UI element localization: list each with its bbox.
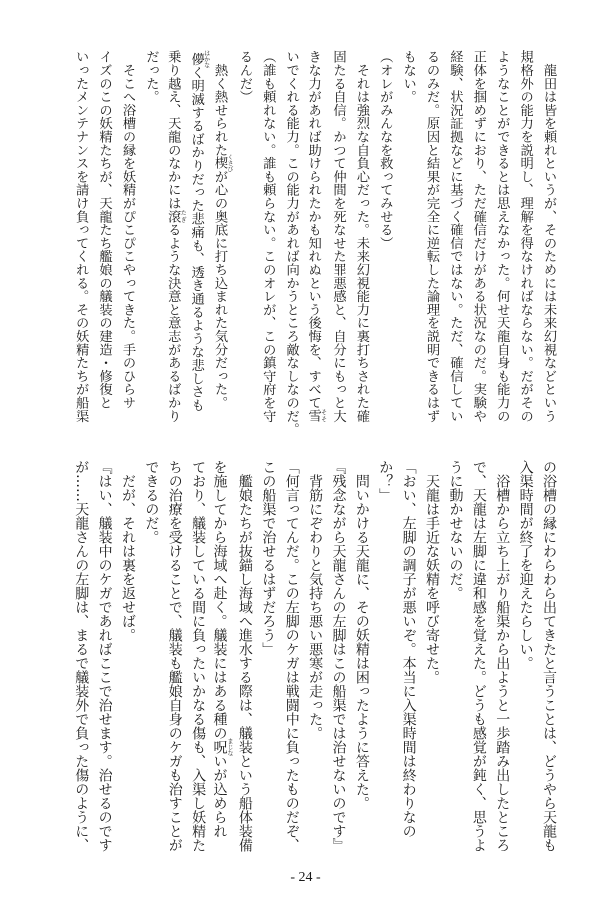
text-column [92,460,115,860]
text-column [513,50,536,422]
text-segment: く明滅するばかりだった悲痛も、透き通るような悲しさも [188,65,204,412]
text-segment: か？」 [377,460,394,502]
text-column [162,50,185,422]
text-column [233,50,256,422]
text-column [420,460,443,860]
text-column [92,50,115,422]
text-segment: 規格外の能力を説明し、理解を得なければならない。だがその [517,50,533,423]
text-segment: きな力があれば助けられたかも知れぬという後悔を、すべて [305,50,321,410]
ruby-annotation [188,50,210,68]
text-column [162,460,185,860]
text-segment: もない。 [400,50,416,104]
ruby-annotation [211,738,234,756]
text-segment: るのみだ。原因と結果が完全に逆転した論理を説明できるはず [424,50,440,423]
text-segment: ようなことができるとは思えなかった。何せ天龍自身も能力の [494,50,510,423]
text-column [349,50,372,422]
text-block-lower [69,460,560,860]
text-column [490,460,513,860]
text-segment: を施してから海域へ赴く。艤装にはある種の [211,460,228,740]
text-segment: そこへ浴槽の縁を妖精がぴこぴこやってきた。手のひらサ [119,50,135,410]
text-column [139,460,162,860]
text-column [186,50,209,422]
ruby-annotation [165,209,187,223]
text-column [303,460,326,860]
text-column [116,50,139,422]
text-segment: 天龍は手近な妖精を呼び寄せた。 [424,460,441,684]
text-segment: で、天龍は左脚に違和感を覚えた。どうも感覚が鈍く、思うよ [470,460,487,852]
text-column [69,50,92,422]
text-segment: 熱く熱せられた [212,50,228,157]
text-segment: いが込められ [211,754,228,838]
text-column [396,460,419,860]
text-column [116,460,139,860]
text-segment: 龍田は皆を頼れというが、そのためには未来幻視などという [541,50,556,423]
text-column [373,460,396,860]
ruby-reading: はかな [202,50,210,68]
text-column [326,460,349,860]
text-segment: ており、艤装している間に負ったいかなる傷も、入渠し妖精た [190,460,207,852]
text-segment: 固たる自信。かつて仲間を死なせた罪悪感と、自分にもっと大 [330,50,346,423]
text-segment: この船渠で治せるはずだろう」 [260,460,277,656]
text-segment: が心の奥底に打ち込まれた気分だった。 [212,169,228,410]
text-column [326,50,349,422]
text-segment: 『残念ながら天龍さんの左脚はこの船渠では治せないのです』 [330,460,347,852]
text-segment: それは強烈な自負心だった。未来幻視能力に裏打ちされた確 [353,50,369,423]
ruby-annotation [212,154,234,173]
text-column [373,50,396,422]
text-segment: 「おい、左脚の調子が悪いぞ。本当に入渠時間は終わりなの [400,460,417,838]
text-column [443,460,466,860]
ruby-reading: まじな [226,738,234,756]
text-column [303,50,326,422]
text-column [209,50,232,422]
text-segment: だった。 [143,50,159,104]
text-segment: 背筋にぞわりと気持ち悪い悪寒が走った。 [307,460,324,740]
ruby-base: 呪 [211,738,228,756]
text-segment: 『はい、艤装中のケガであればここで治せます。治せるのです [96,460,113,852]
text-column [69,460,92,860]
text-segment: 問いかける天龍に、その妖精は困ったように答えた。 [353,460,370,810]
text-column [279,50,302,436]
text-column [256,460,279,860]
text-column [256,50,279,422]
text-column [537,50,560,422]
text-segment: 艦娘たちが抜錨し海域へ進水する際は、艤装という船体装備 [236,460,253,852]
text-segment: 「何言ってんだ。この左脚のケガは戦闘中に負ったものだぞ、 [283,460,300,852]
text-segment: だが、それは裏を返せば。 [119,460,136,642]
text-block-upper [69,50,560,436]
text-segment: 入渠時間が終了を迎えたらしい。 [517,460,534,670]
text-segment: が……天龍さんの左脚は、まるで艤装外で負った傷のように、 [73,460,90,852]
ruby-reading: くさび [226,154,234,173]
text-segment: ちの治療を受けることで、艤装も艦娘自身のケガも治すことが [166,460,183,852]
text-column [420,50,443,422]
text-column [233,460,256,860]
ruby-base: 儚 [188,50,204,68]
text-column [513,460,536,860]
page-number: - 24 - [290,870,321,885]
text-column [443,50,466,422]
ruby-reading: たぎ [179,209,187,223]
ruby-base: 楔 [212,154,228,173]
ruby-annotation [305,409,327,423]
text-segment: できるのだ。 [143,460,160,544]
text-column [466,50,489,422]
text-column [537,460,560,860]
text-segment: イズのこの妖精たちが、天龍たち艦娘の艤装の建造・修復と [96,50,112,410]
text-segment: の浴槽の縁にわらわら出てきたと言うことは、どうやら天龍も [541,460,557,852]
text-segment: るんだ） [236,50,252,104]
text-segment: 乗り越え、天龍のなかには [165,50,181,210]
text-column [396,50,419,422]
text-column [466,460,489,860]
text-column [139,50,162,422]
text-column [279,460,302,860]
text-column [186,460,209,860]
text-segment: うに動かせないのだ。 [447,460,464,600]
text-segment: いったメンテナンスを請け負ってくれる。その妖精たちが船渠 [73,50,89,423]
text-segment: （オレがみんなを救ってみせる） [377,50,393,250]
ruby-reading: そそ [319,409,327,423]
text-column [490,50,513,422]
text-segment: 経験、状況証拠などに基づく確信ではない。ただ、確信してい [447,50,463,423]
text-column [209,460,232,860]
text-segment: （誰も頼れない。誰も頼らない。このオレが、この鎮守府を守 [260,50,276,423]
ruby-base: 雪 [305,409,321,423]
text-segment: いでくれる能力。この能力があれば向かうところ敵なしなのだ。 [283,50,299,436]
text-segment: 浴槽から立ち上がり船渠から出ようと一歩踏み出したところ [494,460,511,852]
ruby-base: 滾 [165,209,181,223]
text-segment: るような決意と意志があるばかり [165,222,181,423]
text-segment: 正体を掴めずにおり、ただ確信だけがある状況なのだ。実験や [470,50,486,423]
text-column [349,460,372,860]
